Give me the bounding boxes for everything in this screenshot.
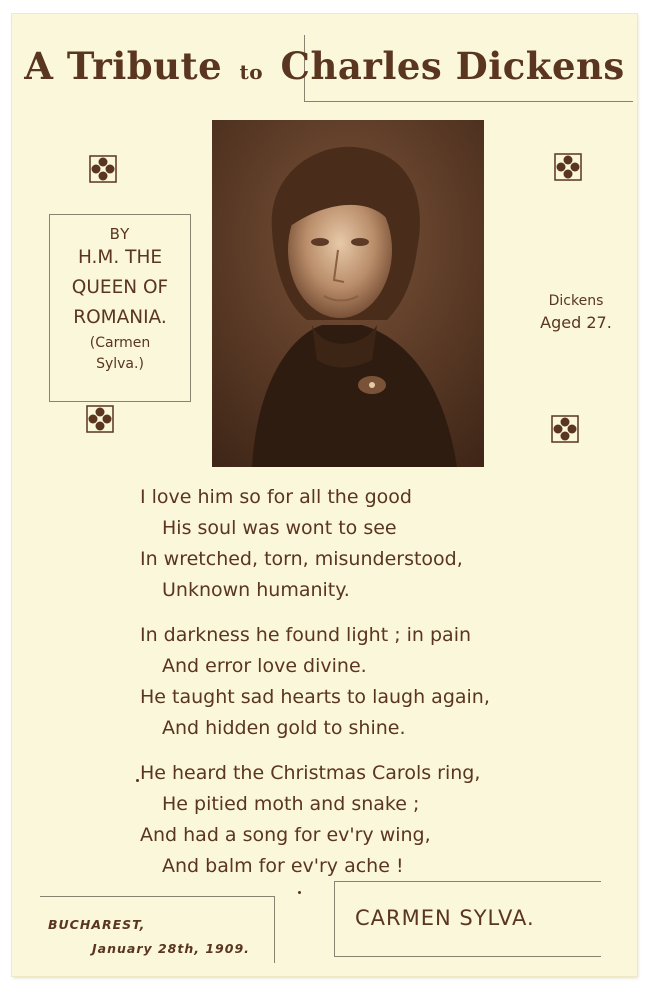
poem-line: He pitied moth and snake ;	[162, 793, 420, 815]
caption-line-2: Aged 27.	[540, 313, 612, 332]
author-line-1: H.M. THE	[77, 247, 163, 268]
dickens-portrait	[212, 120, 484, 467]
poem-stanza-1	[140, 482, 560, 606]
postcard	[12, 14, 637, 976]
place-city: BUCHAREST,	[48, 917, 146, 932]
poem-line: In darkness he found light ; in pain	[140, 624, 472, 646]
title-part-dickens: Charles Dickens	[280, 44, 625, 88]
poem-line: His soul was wont to see	[162, 517, 397, 539]
caption-line-1: Dickens	[548, 293, 604, 309]
place-date-box	[40, 896, 275, 963]
poem	[140, 482, 560, 896]
flower-ornament-icon	[85, 404, 115, 434]
author-line-3: ROMANIA.	[73, 307, 167, 328]
poem-line: He taught sad hearts to laugh again,	[140, 686, 490, 708]
title-part-tribute: A Tribute	[24, 44, 223, 88]
poem-stanza-3	[140, 758, 560, 882]
poem-line: And error love divine.	[162, 655, 367, 677]
card-title	[12, 44, 637, 88]
author-line-2: QUEEN OF	[71, 277, 169, 298]
poem-line: He heard the Christmas Carols ring,	[140, 762, 481, 784]
poem-line: And balm for ev'ry ache !	[162, 855, 404, 877]
portrait-image	[212, 120, 484, 467]
poem-line: And hidden gold to shine.	[162, 717, 406, 739]
flower-ornament-icon	[88, 154, 118, 184]
ink-dot	[298, 891, 301, 894]
signature: CARMEN SYLVA.	[355, 906, 535, 930]
place-date: January 28th, 1909.	[92, 941, 250, 956]
flower-ornament-icon	[553, 152, 583, 182]
ink-dot	[136, 779, 139, 782]
poem-line: And had a song for ev'ry wing,	[140, 824, 431, 846]
author-pseudonym-1: (Carmen	[89, 335, 151, 351]
author-pseudonym-2: Sylva.)	[96, 356, 144, 372]
author-by: BY	[109, 225, 131, 243]
author-box	[49, 214, 191, 402]
portrait-caption	[526, 290, 626, 334]
signature-box	[334, 881, 601, 957]
flower-ornament-icon	[550, 414, 580, 444]
poem-line: In wretched, torn, misunderstood,	[140, 548, 463, 570]
poem-line: Unknown humanity.	[162, 579, 350, 601]
title-part-to: to	[239, 60, 264, 84]
poem-line: I love him so for all the good	[140, 486, 412, 508]
poem-stanza-2	[140, 620, 560, 744]
